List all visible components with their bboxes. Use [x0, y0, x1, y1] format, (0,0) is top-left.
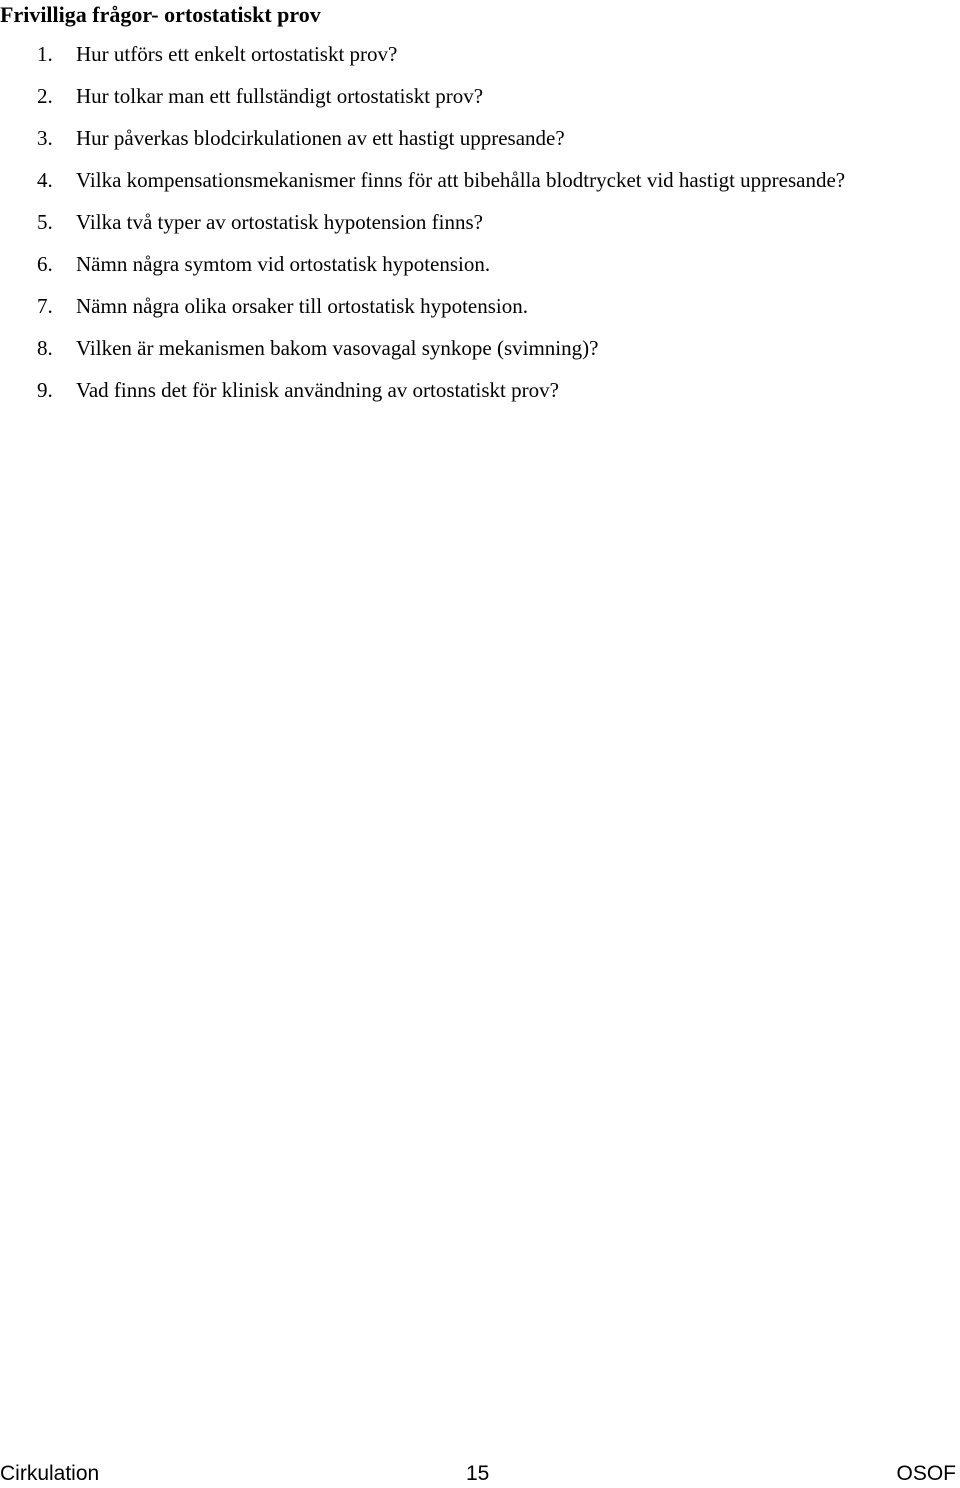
question-number: 8.: [37, 336, 53, 360]
question-text: Vilka kompensationsmekanismer finns för att bibehålla blodtrycket vid hastigt uppresande?: [76, 168, 846, 192]
question-number: 4.: [37, 168, 53, 192]
question-item: [0, 40, 900, 68]
question-text: Hur tolkar man ett fullständigt ortostatiskt prov?: [76, 84, 484, 108]
question-item: [0, 334, 900, 362]
question-number: 2.: [37, 84, 53, 108]
question-item: [0, 376, 900, 404]
footer-page-number: 15: [466, 1462, 490, 1485]
question-item: [0, 250, 900, 278]
question-text: Vilka två typer av ortostatisk hypotension finns?: [76, 210, 483, 234]
question-text: Vad finns det för klinisk användning av ortostatiskt prov?: [76, 378, 559, 402]
question-item: [0, 292, 900, 320]
question-number: 3.: [37, 126, 53, 150]
question-text: Hur påverkas blodcirkulationen av ett hastigt uppresande?: [76, 126, 565, 150]
question-text: Vilken är mekanismen bakom vasovagal synkope (svimning)?: [76, 336, 599, 360]
question-text: Nämn några olika orsaker till ortostatisk hypotension.: [76, 294, 528, 318]
question-item: [0, 82, 900, 110]
page-heading: Frivilliga frågor- ortostatiskt prov: [0, 2, 321, 27]
question-item: [0, 124, 900, 152]
question-number: 5.: [37, 210, 53, 234]
page-footer: [0, 1460, 960, 1488]
question-text: Nämn några symtom vid ortostatisk hypotension.: [76, 252, 491, 276]
question-item: [0, 208, 900, 236]
question-number: 9.: [37, 378, 53, 402]
question-list: [0, 40, 900, 418]
question-number: 1.: [37, 42, 53, 66]
question-text: Hur utförs ett enkelt ortostatiskt prov?: [76, 42, 398, 66]
question-number: 7.: [37, 294, 53, 318]
footer-course-code: OSOF: [896, 1462, 956, 1485]
footer-section-title: Cirkulation: [0, 1462, 100, 1485]
question-number: 6.: [37, 252, 53, 276]
question-item: [0, 166, 900, 194]
